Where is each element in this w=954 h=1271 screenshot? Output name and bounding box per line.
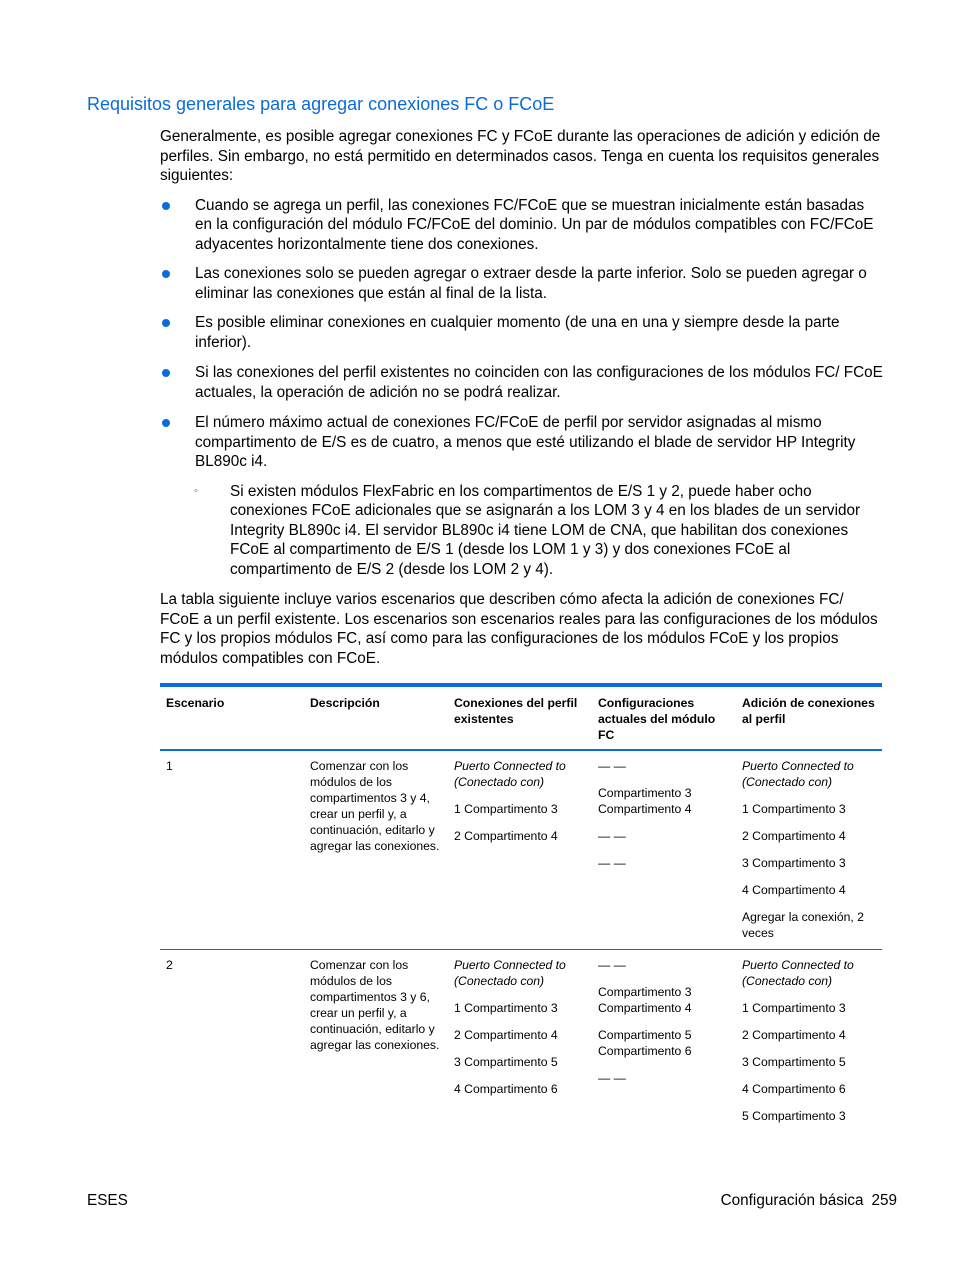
list-item-text: Las conexiones solo se pueden agregar o extraer desde la parte inferior. Solo se pueden agregar o eliminar las conexiones que están al final de la lista. — [195, 265, 867, 302]
requirements-list — [160, 196, 885, 580]
cell-line: Puerto Connected to (Conectado con) — [742, 958, 854, 988]
cell-line: 2 Compartimento 4 — [454, 1028, 558, 1042]
table-row — [160, 950, 882, 1144]
bullet-icon — [162, 202, 170, 210]
list-item-text: Es posible eliminar conexiones en cualquier momento (de una en una y siempre desde la parte inferior). — [195, 314, 840, 351]
bullet-icon — [162, 419, 170, 427]
connection-addition-cell — [736, 950, 882, 1144]
list-item-text: El número máximo actual de conexiones FC/FCoE de perfil por servidor asignadas al mismo compartimento de E/S es de cuatro, a menos que esté utilizando el blade de servidor HP Integrity BL890c i4. — [195, 414, 856, 470]
cell-line: 1 Compartimento 3 — [742, 1001, 846, 1015]
sub-list-item — [160, 482, 885, 580]
scenario-cell: 1 — [160, 750, 304, 950]
page-title: Requisitos generales para agregar conexiones FC o FCoE — [87, 94, 555, 114]
cell-line: Puerto Connected to (Conectado con) — [742, 759, 854, 789]
fc-config-cell — [592, 750, 736, 950]
cell-line: 1 Compartimento 3 — [454, 802, 558, 816]
cell-line: Agregar la conexión, 2 veces — [742, 910, 864, 940]
connection-addition-cell — [736, 750, 882, 950]
list-item — [160, 264, 885, 303]
column-header: Conexiones del perfil existentes — [448, 685, 592, 750]
cell-line: Compartimento 3 — [598, 786, 692, 800]
cell-line: 3 Compartimento 5 — [742, 1055, 846, 1069]
intro-paragraph: Generalmente, es posible agregar conexiones FC y FCoE durante las operaciones de adición y edición de perfiles. Sin embargo, no está permitido en determinados casos. Tenga en cuenta los requisitos generales siguientes: — [160, 128, 881, 184]
column-header: Descripción — [304, 685, 448, 750]
page-number: 259 — [871, 1192, 897, 1209]
existing-connections-cell — [448, 750, 592, 950]
cell-line: Puerto Connected to (Conectado con) — [454, 759, 566, 789]
column-header: Escenario — [160, 685, 304, 750]
cell-line: Compartimento 3 — [598, 985, 692, 999]
list-item — [160, 413, 885, 472]
sub-list-item-text: Si existen módulos FlexFabric en los compartimentos de E/S 1 y 2, puede haber ocho conexiones FCoE adicionales que se asignarán a los LOM 3 y 4 en los blades de un servidor Integrity BL890c i4. El servidor BL890c i4 tiene LOM de CNA, que habilitan dos conexiones FCoE al compartimento de E/S 1 (desde los LOM 1 y 3) y dos conexiones FCoE al compartimento de E/S 2 (desde los LOM 2 y 4). — [230, 482, 861, 578]
sub-bullet-icon: ◦ — [194, 484, 198, 497]
list-item-text: Si las conexiones del perfil existentes no coinciden con las configuraciones de los módulos FC/ FCoE actuales, la operación de adición no se podrá realizar. — [195, 364, 883, 401]
existing-connections-cell — [448, 950, 592, 1144]
bullet-icon — [162, 319, 170, 327]
cell-line: Compartimento 4 — [598, 802, 692, 816]
column-header: Configuraciones actuales del módulo FC — [592, 685, 736, 750]
table-header-row — [160, 685, 882, 750]
cell-line: 3 Compartimento 3 — [742, 856, 846, 870]
description-cell: Comenzar con los módulos de los compartimentos 3 y 4, crear un perfil y, a continuación, editarlo y agregar las conexiones. — [304, 750, 448, 950]
list-item — [160, 363, 885, 402]
cell-line: 2 Compartimento 4 — [454, 829, 558, 843]
cell-line: — — — [598, 856, 626, 870]
bullet-icon — [162, 369, 170, 377]
cell-line: 2 Compartimento 4 — [742, 1028, 846, 1042]
cell-line: — — — [598, 1071, 626, 1085]
cell-line: 4 Compartimento 4 — [742, 883, 846, 897]
footer-locale: ESES — [87, 1192, 128, 1209]
table-intro-paragraph: La tabla siguiente incluye varios escenarios que describen cómo afecta la adición de conexiones FC/ FCoE a un perfil existente. Los escenarios son escenarios reales para las configuraciones de los módulos FC y los propios módulos FC, así como para las configuraciones de los módulos FCoE y los propios módulos compatibles con FCoE. — [160, 591, 878, 667]
cell-line: 1 Compartimento 3 — [454, 1001, 558, 1015]
cell-line: 2 Compartimento 4 — [742, 829, 846, 843]
cell-line: Puerto Connected to (Conectado con) — [454, 958, 566, 988]
list-item — [160, 196, 885, 255]
main-content — [160, 127, 885, 668]
description-cell: Comenzar con los módulos de los compartimentos 3 y 6, crear un perfil y, a continuación, editarlo y agregar las conexiones. — [310, 958, 440, 1052]
column-header: Adición de conexiones al perfil — [736, 685, 882, 750]
cell-line: — — — [598, 759, 626, 773]
bullet-icon — [162, 270, 170, 278]
cell-line: 5 Compartimento 3 — [742, 1109, 846, 1123]
cell-line: Compartimento 6 — [598, 1044, 692, 1058]
cell-line: — — — [598, 958, 626, 972]
cell-line: 4 Compartimento 6 — [742, 1082, 846, 1096]
scenario-cell: 2 — [166, 958, 173, 972]
cell-line: 1 Compartimento 3 — [742, 802, 846, 816]
footer-section-title: Configuración básica — [720, 1192, 864, 1209]
table-row — [160, 750, 882, 950]
cell-line: Compartimento 4 — [598, 1001, 692, 1015]
cell-line: 3 Compartimento 5 — [454, 1055, 558, 1069]
cell-line: Compartimento 5 — [598, 1028, 692, 1042]
cell-line: 4 Compartimento 6 — [454, 1082, 558, 1096]
fc-config-cell — [592, 950, 736, 1144]
list-item — [160, 313, 885, 352]
cell-line: — — — [598, 829, 626, 843]
scenarios-table — [160, 683, 882, 1143]
list-item-text: Cuando se agrega un perfil, las conexiones FC/FCoE que se muestran inicialmente están basadas en la configuración del módulo FC/FCoE del dominio. Un par de módulos compatibles con FC/FCoE adyacentes horizontalmente tiene dos conexiones. — [195, 196, 874, 253]
footer-section — [721, 1192, 897, 1210]
